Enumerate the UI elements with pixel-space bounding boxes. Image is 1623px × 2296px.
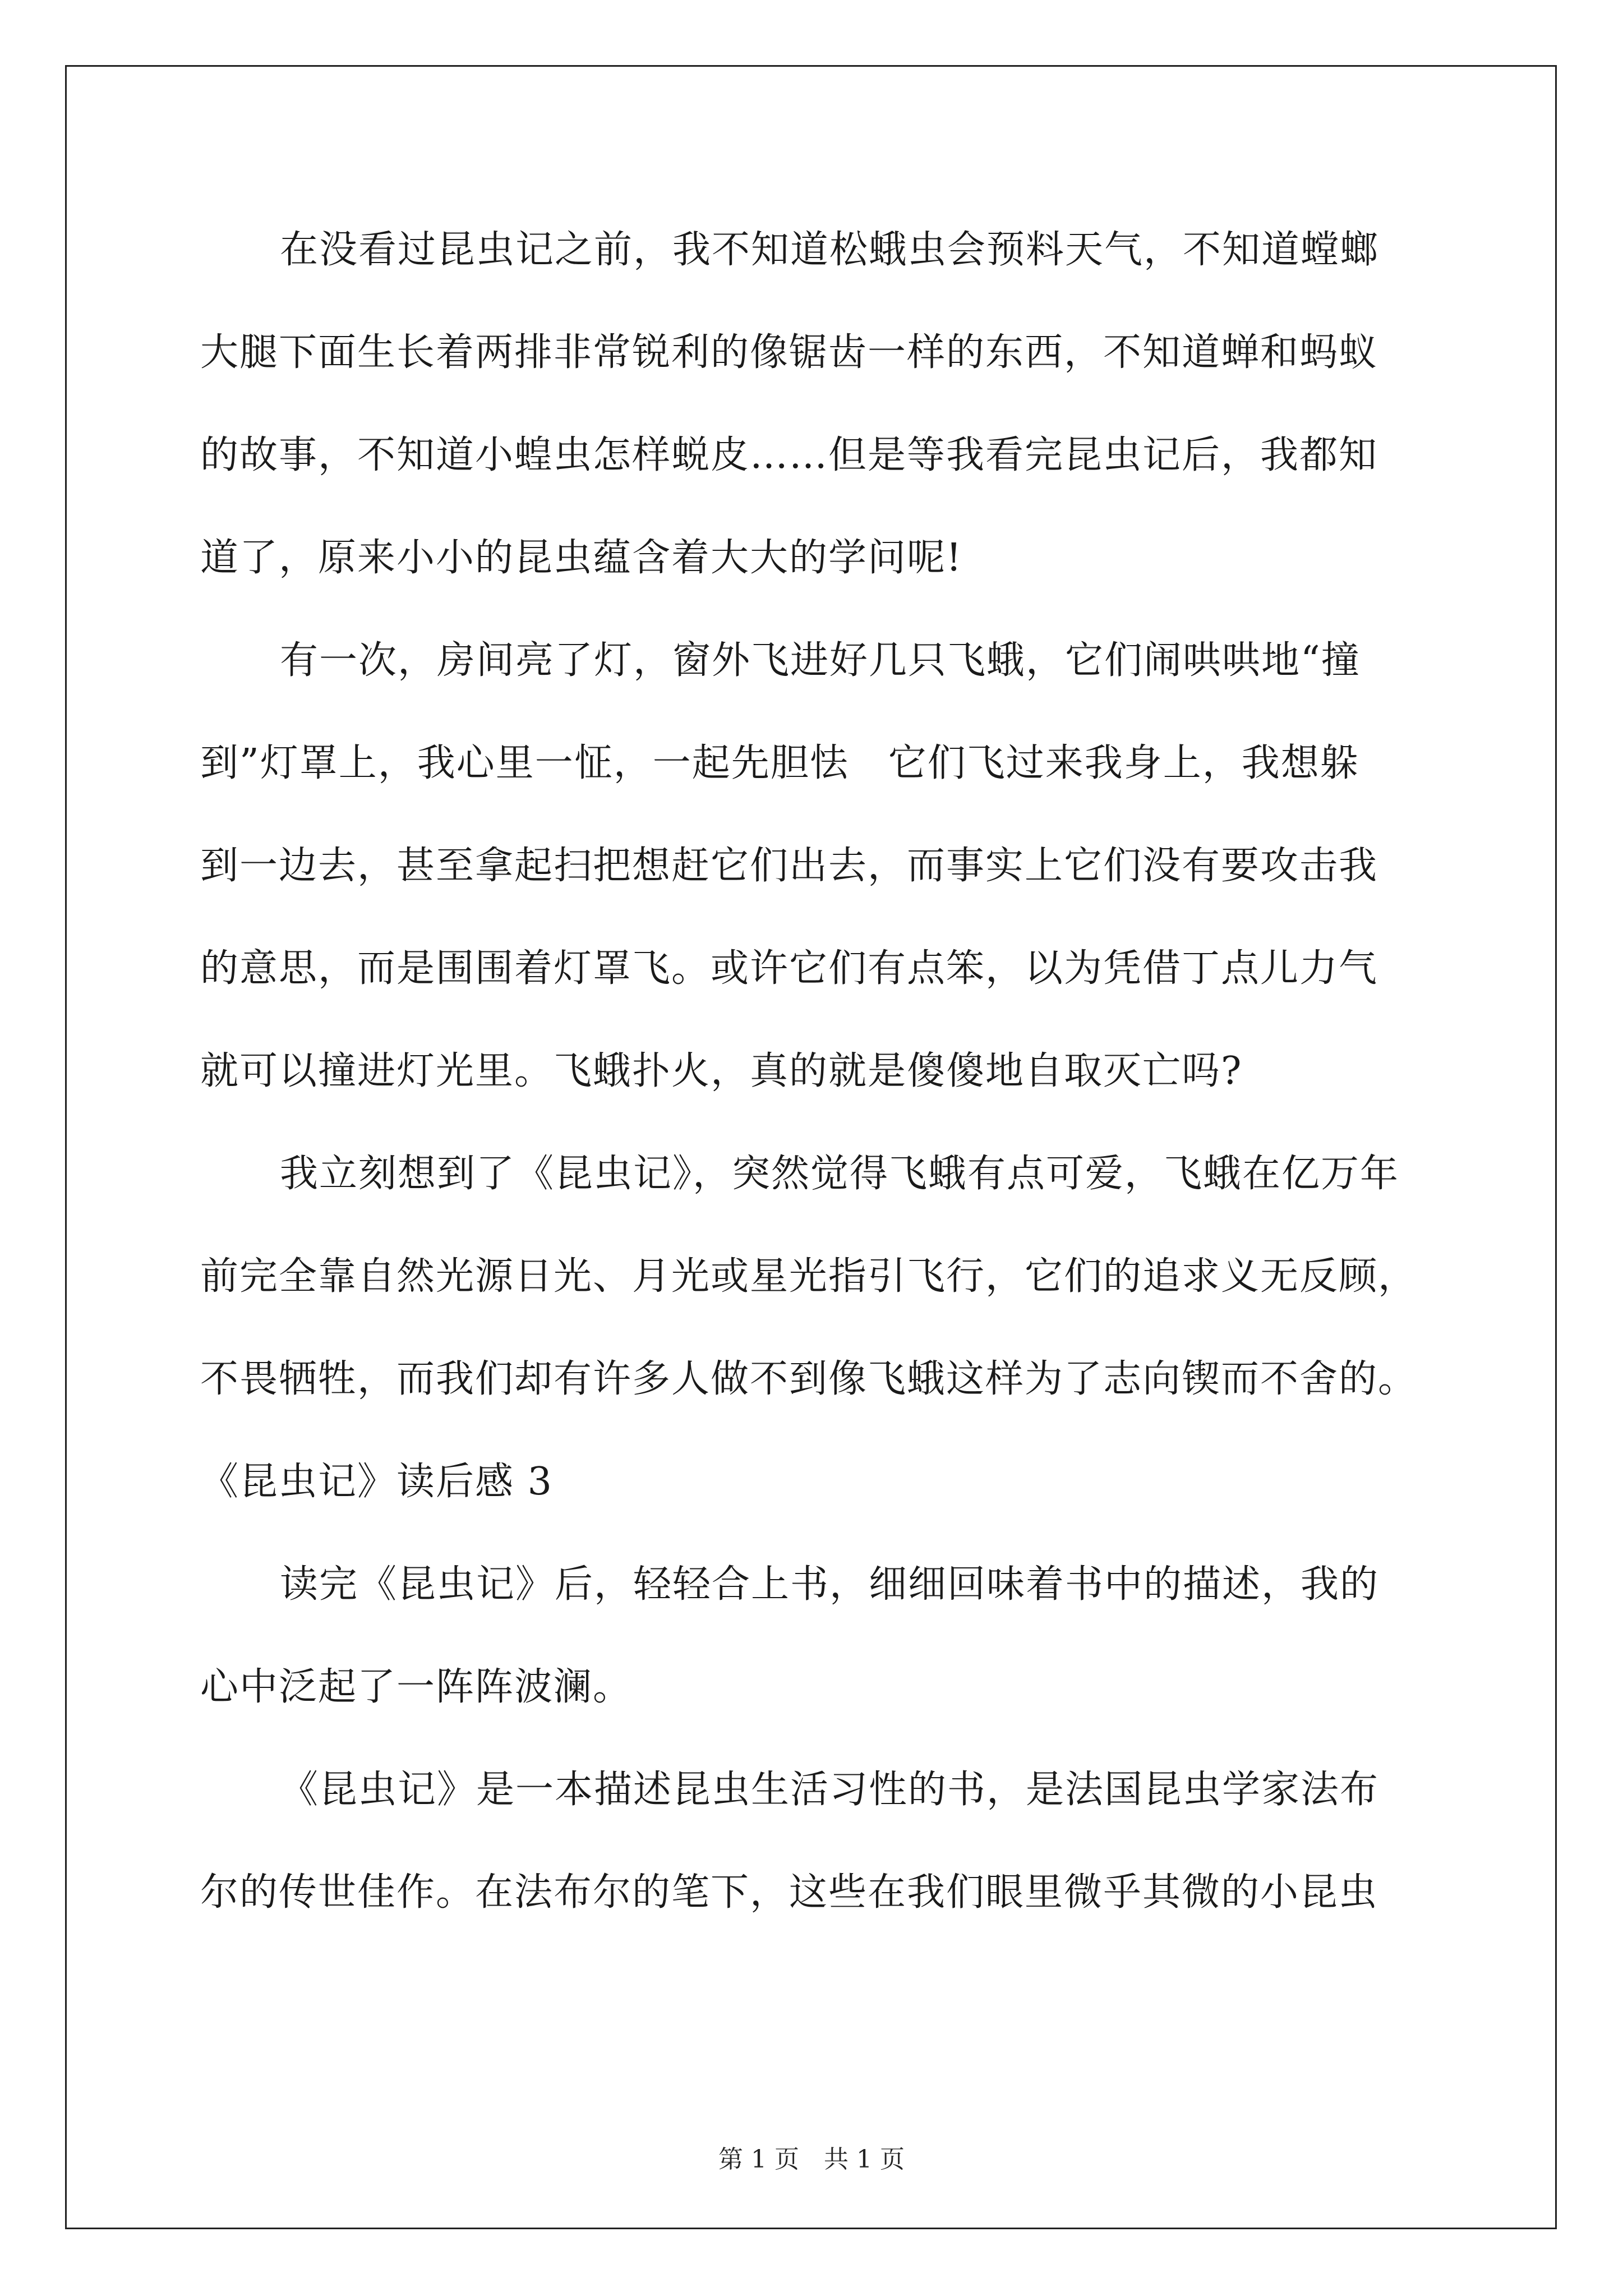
text-line: 尔的传世佳作。在法布尔的笔下，这些在我们眼里微乎其微的小昆虫 [200, 1870, 1378, 1915]
text-line: 的故事，不知道小蝗虫怎样蜕皮……但是等我看完昆虫记后，我都知 [200, 433, 1378, 477]
text-line: 在没看过昆虫记之前，我不知道松蛾虫会预料天气，不知道螳螂 [280, 228, 1380, 272]
section-heading: 《昆虫记》读后感 3 [200, 1460, 553, 1504]
text-line: 不畏牺牲，而我们却有许多人做不到像飞蛾这样为了志向锲而不舍的。 [200, 1357, 1418, 1401]
text-line: 心中泛起了一阵阵波澜。 [200, 1665, 633, 1709]
document-body [200, 222, 1428, 1967]
text-line: 读完《昆虫记》后，轻轻合上书，细细回味着书中的描述，我的 [280, 1562, 1380, 1607]
text-line: 我立刻想到了《昆虫记》，突然觉得飞蛾有点可爱，飞蛾在亿万年 [280, 1152, 1400, 1196]
text-line: 《昆虫记》是一本描述昆虫生活习性的书，是法国昆虫学家法布 [280, 1768, 1380, 1812]
text-line: 到”灯罩上，我心里一怔，一起先胆怯 它们飞过来我身上，我想躲 [200, 741, 1359, 785]
text-line: 大腿下面生长着两排非常锐利的像锯齿一样的东西，不知道蝉和蚂蚁 [200, 330, 1378, 375]
text-line: 就可以撞进灯光里。飞蛾扑火，真的就是傻傻地自取灭亡吗? [200, 1049, 1243, 1093]
text-line: 到一边去，甚至拿起扫把想赶它们出去，而事实上它们没有要攻击我 [200, 844, 1378, 888]
text-line: 的意思，而是围围着灯罩飞。或许它们有点笨，以为凭借丁点儿力气 [200, 946, 1378, 991]
page-footer: 第 1 页 共 1 页 [718, 2145, 905, 2174]
text-line: 有一次，房间亮了灯，窗外飞进好几只飞蛾，它们闹哄哄地“撞 [280, 638, 1361, 683]
text-line: 前完全靠自然光源日光、月光或星光指引飞行，它们的追求义无反顾， [200, 1254, 1418, 1299]
text-line: 道了，原来小小的昆虫蕴含着大大的学问呢! [200, 536, 963, 580]
